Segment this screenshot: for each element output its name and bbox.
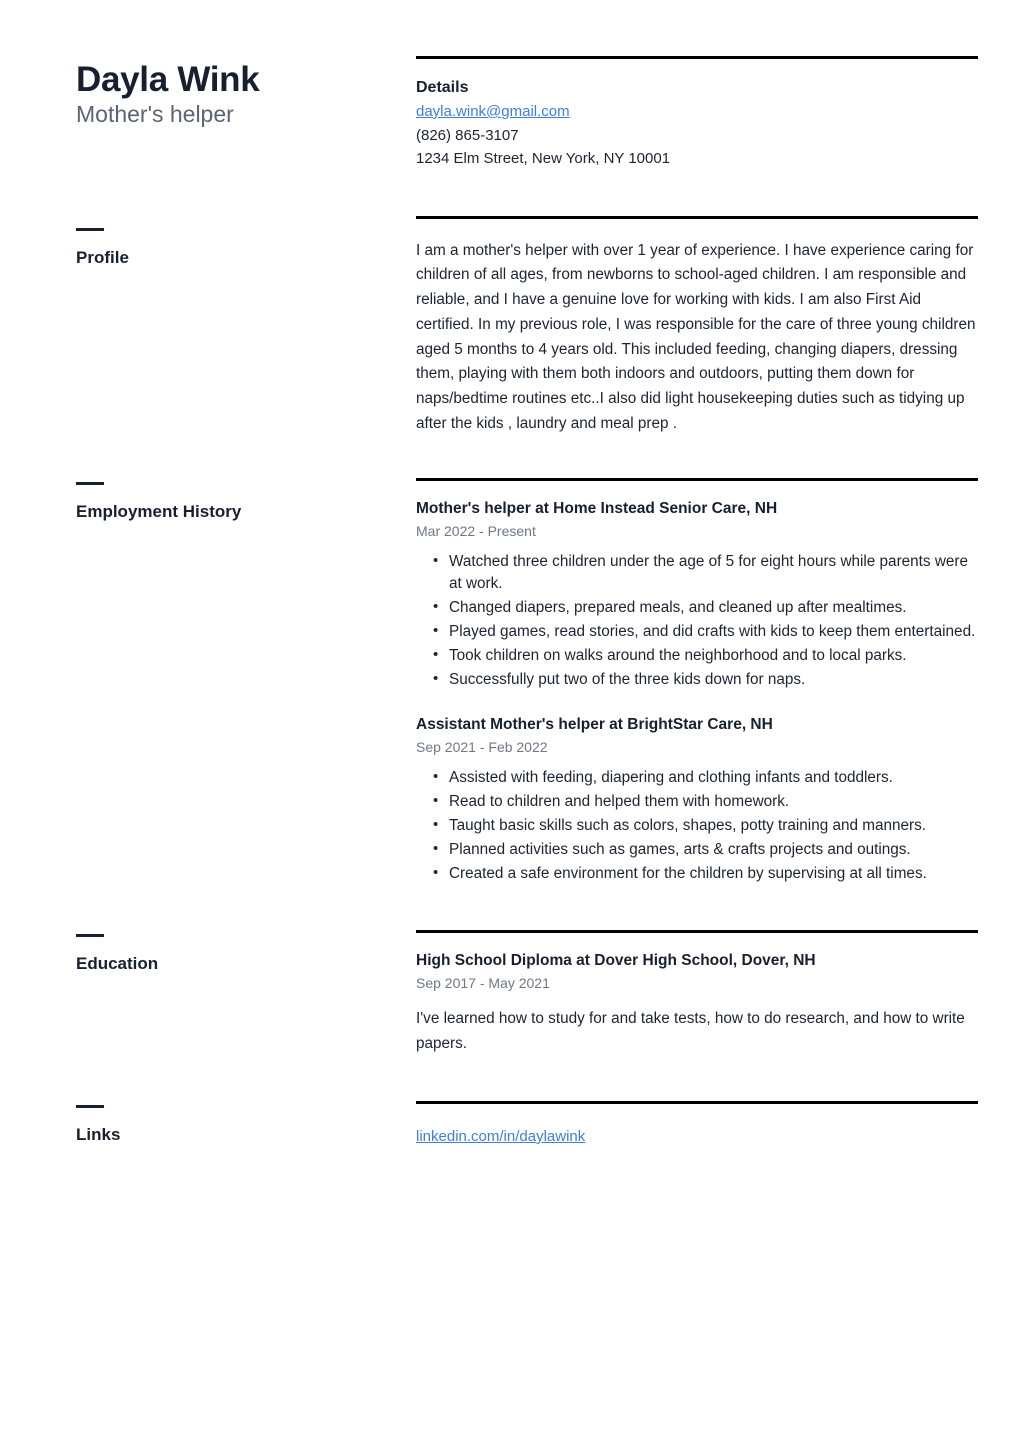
employment-entry: [416, 715, 978, 885]
sidebar-item-links: [76, 1105, 402, 1149]
details-phone: (826) 865-3107: [416, 126, 519, 144]
sidebar-item-employment: [76, 482, 402, 887]
employment-bullets: [416, 767, 978, 886]
details-address: 1234 Elm Street, New York, NY 10001: [416, 150, 671, 168]
employment-entry: [416, 499, 978, 692]
header-identity: [76, 56, 402, 171]
dash-icon: [76, 1105, 104, 1108]
list-item: • Taught basic skills such as colors, shapes, potty training and manners.: [449, 815, 978, 838]
list-item: • Planned activities such as games, arts & crafts projects and outings.: [449, 839, 978, 862]
details-section: [416, 56, 978, 171]
section-rule-details: [416, 56, 978, 59]
links-section: [416, 1101, 978, 1149]
section-rule-employment: [416, 478, 978, 481]
linkedin-link[interactable]: linkedin.com/in/daylawink: [416, 1127, 586, 1145]
employment-section: [416, 478, 978, 887]
employment-dates: Sep 2021 - Feb 2022: [416, 739, 548, 756]
list-item: • Took children on walks around the neighborhood and to local parks.: [449, 645, 978, 668]
list-item: • Read to children and helped them with homework.: [449, 791, 978, 814]
profile-section: [416, 216, 978, 437]
sidebar-label-links: Links: [76, 1124, 121, 1144]
email-link[interactable]: dayla.wink@gmail.com: [416, 103, 570, 120]
list-item: • Successfully put two of the three kids down for naps.: [449, 669, 978, 692]
employment-dates: Mar 2022 - Present: [416, 522, 536, 539]
sidebar-label-employment: Employment History: [76, 501, 242, 521]
list-item: • Created a safe environment for the children by supervising at all times.: [449, 863, 978, 886]
section-rule-links: [416, 1101, 978, 1104]
education-description: I've learned how to study for and take tests, how to do research, and how to write papers.: [416, 1010, 965, 1053]
employment-bullets: [416, 551, 978, 693]
sidebar-label-profile: Profile: [76, 247, 129, 267]
section-rule-education: [416, 930, 978, 933]
employment-title: Mother's helper at Home Instead Senior Care, NH: [416, 499, 778, 517]
links-list: [416, 1125, 978, 1149]
education-dates: Sep 2017 - May 2021: [416, 974, 550, 991]
sidebar-label-education: Education: [76, 953, 159, 973]
job-title: Mother's helper: [76, 101, 234, 128]
list-item: • Assisted with feeding, diapering and clothing infants and toddlers.: [449, 767, 978, 790]
details-email-row: [416, 100, 978, 124]
dash-icon: [76, 228, 104, 231]
page-title: Dayla Wink: [76, 60, 260, 99]
employment-title: Assistant Mother's helper at BrightStar Care, NH: [416, 716, 773, 734]
profile-text: I am a mother's helper with over 1 year of experience. I have experience caring for children of all ages, from newborns to school-aged children. I am responsible and reliable, and I have a genuine love for working with kids. I am also First Aid certified. In my previous role, I was responsible for the care of three young children aged 5 months to 4 years old. This included feeding, changing diapers, dressing them, playing with them both indoors and outdoors, putting them down for naps/bedtime routines etc..I also did light housekeeping duties such as tidying up after the kids , laundry and meal prep .: [416, 241, 976, 432]
dash-icon: [76, 482, 104, 485]
dash-icon: [76, 934, 104, 937]
section-rule-profile: [416, 216, 978, 219]
sidebar-item-education: [76, 934, 402, 1057]
education-entry: [416, 951, 978, 1057]
education-section: [416, 930, 978, 1057]
list-item: • Played games, read stories, and did crafts with kids to keep them entertained.: [449, 621, 978, 644]
education-title: High School Diploma at Dover High School, Dover, NH: [416, 951, 816, 969]
list-item: • Changed diapers, prepared meals, and cleaned up after mealtimes.: [449, 597, 978, 620]
details-heading: Details: [416, 79, 469, 96]
sidebar-item-profile: [76, 228, 402, 437]
list-item: • Watched three children under the age of 5 for eight hours while parents were at work.: [449, 551, 978, 597]
